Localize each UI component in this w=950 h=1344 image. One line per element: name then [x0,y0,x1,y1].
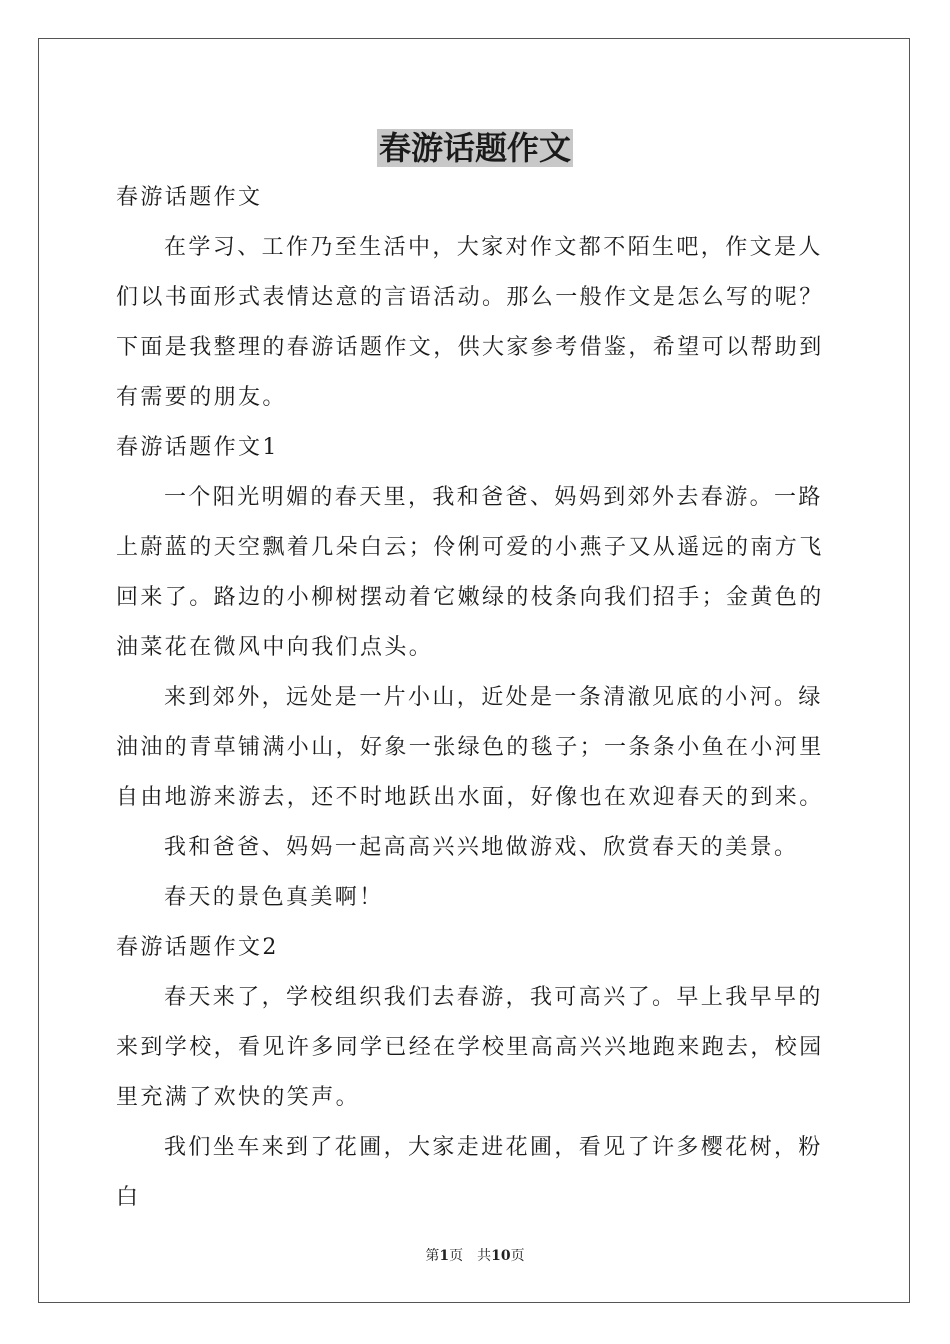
page-footer [0,1246,950,1266]
footer-page-number: 1 [439,1248,450,1264]
paragraph-2: 春游话题作文1 [116,435,279,460]
footer-page-prefix: 第 [425,1248,440,1264]
document-title [0,128,950,168]
document-title-text: 春游话题作文 [378,129,571,167]
footer-total-pages: 10 [491,1248,511,1264]
paragraph-7: 春游话题作文2 [116,935,279,960]
footer-page-suffix: 页 [449,1248,464,1264]
paragraph-1: 在学习、工作乃至生活中，大家对作文都不陌生吧，作文是人们以书面形式表情达意的言语活动。那么一般作文是怎么写的呢？下面是我整理的春游话题作文，供大家参考借鉴，希望可以帮助到有需要的朋友。 [116,235,824,410]
paragraph-3: 一个阳光明媚的春天里，我和爸爸、妈妈到郊外去春游。一路上蔚蓝的天空飘着几朵白云；伶俐可爱的小燕子又从遥远的南方飞回来了。路边的小柳树摆动着它嫩绿的枝条向我们招手；金黄色的油菜花在微风中向我们点头。 [116,485,824,660]
document-body [116,173,836,1223]
footer-total-suffix: 页 [510,1248,525,1264]
paragraph-0: 春游话题作文 [116,185,263,210]
paragraph-4: 来到郊外，远处是一片小山，近处是一条清澈见底的小河。绿油油的青草铺满小山，好象一张绿色的毯子；一条条小鱼在小河里自由地游来游去，还不时地跃出水面，好像也在欢迎春天的到来。 [116,685,824,810]
paragraph-6: 春天的景色真美啊！ [164,885,384,910]
paragraph-5: 我和爸爸、妈妈一起高高兴兴地做游戏、欣赏春天的美景。 [164,835,799,860]
footer-total-prefix: 共 [477,1248,492,1264]
paragraph-9: 我们坐车来到了花圃，大家走进花圃，看见了许多樱花树，粉白 [116,1135,823,1210]
paragraph-8: 春天来了，学校组织我们去春游，我可高兴了。早上我早早的来到学校，看见许多同学已经在学校里高高兴兴地跑来跑去，校园里充满了欢快的笑声。 [116,985,824,1110]
